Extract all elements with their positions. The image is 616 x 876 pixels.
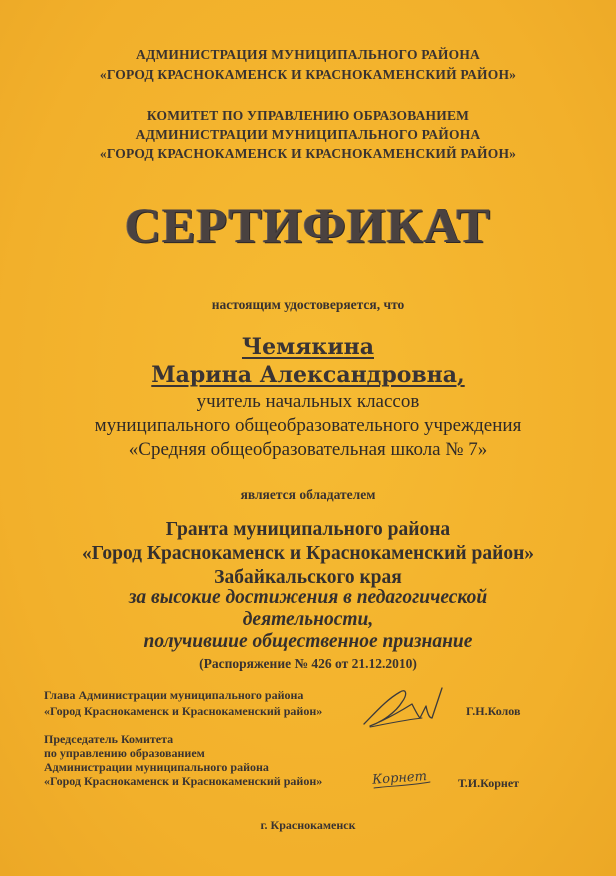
chair-handwritten-signature — [368, 756, 448, 796]
order-reference: (Распоряжение № 426 от 21.12.2010) — [199, 656, 417, 671]
org-line-2: «ГОРОД КРАСНОКАМЕНСК И КРАСНОКАМЕНСКИЙ РАЙОН» — [99, 67, 517, 82]
head-name: Г.Н.Колов — [466, 704, 521, 718]
chair-name: Т.И.Корнет — [458, 776, 520, 790]
committee-line-3: «ГОРОД КРАСНОКАМЕНСК И КРАСНОКАМЕНСКИЙ РАЙОН» — [99, 146, 517, 161]
holder-text: является обладателем — [240, 487, 376, 502]
city: г. Краснокаменск — [260, 818, 356, 832]
grant-line-3: Забайкальского края — [214, 567, 402, 588]
committee-line-1: КОМИТЕТ ПО УПРАВЛЕНИЮ ОБРАЗОВАНИЕМ — [146, 108, 470, 123]
institution-line-1: муниципального общеобразовательного учреждения — [94, 415, 522, 436]
institution-line-2: «Средняя общеобразовательная школа № 7» — [128, 439, 488, 460]
chair-title-line-1: Председатель Комитета — [44, 732, 174, 746]
grant-reason-line-1: за высокие достижения в педагогической — [128, 587, 488, 608]
head-handwritten-signature — [356, 682, 456, 732]
org-line-1: АДМИНИСТРАЦИЯ МУНИЦИПАЛЬНОГО РАЙОНА — [136, 47, 480, 62]
grant-reason-line-3: получившие общественное признание — [143, 631, 473, 652]
grant-line-1: Гранта муниципального района — [165, 519, 451, 540]
certificate-title: СЕРТИФИКАТ — [124, 197, 491, 253]
recipient-surname: Чемякина — [241, 334, 374, 360]
chair-title-line-2: по управлению образованием — [44, 746, 205, 760]
recipient-position: учитель начальных классов — [196, 391, 420, 412]
grant-reason-line-2: деятельности, — [242, 609, 374, 630]
head-title-line-1: Глава Администрации муниципального района — [44, 688, 304, 702]
chair-handwritten-text: Корнет — [371, 769, 428, 788]
recipient-given-names: Марина Александровна, — [151, 362, 465, 388]
certifies-text: настоящим удостоверяется, что — [211, 297, 405, 312]
grant-line-2: «Город Краснокаменск и Краснокаменский район» — [81, 543, 535, 564]
chair-title-line-3: Администрации муниципального района — [44, 760, 269, 774]
head-title-line-2: «Город Краснокаменск и Краснокаменский район» — [44, 704, 323, 718]
committee-line-2: АДМИНИСТРАЦИИ МУНИЦИПАЛЬНОГО РАЙОНА — [135, 127, 481, 142]
chair-title-line-4: «Город Краснокаменск и Краснокаменский район» — [44, 774, 323, 788]
